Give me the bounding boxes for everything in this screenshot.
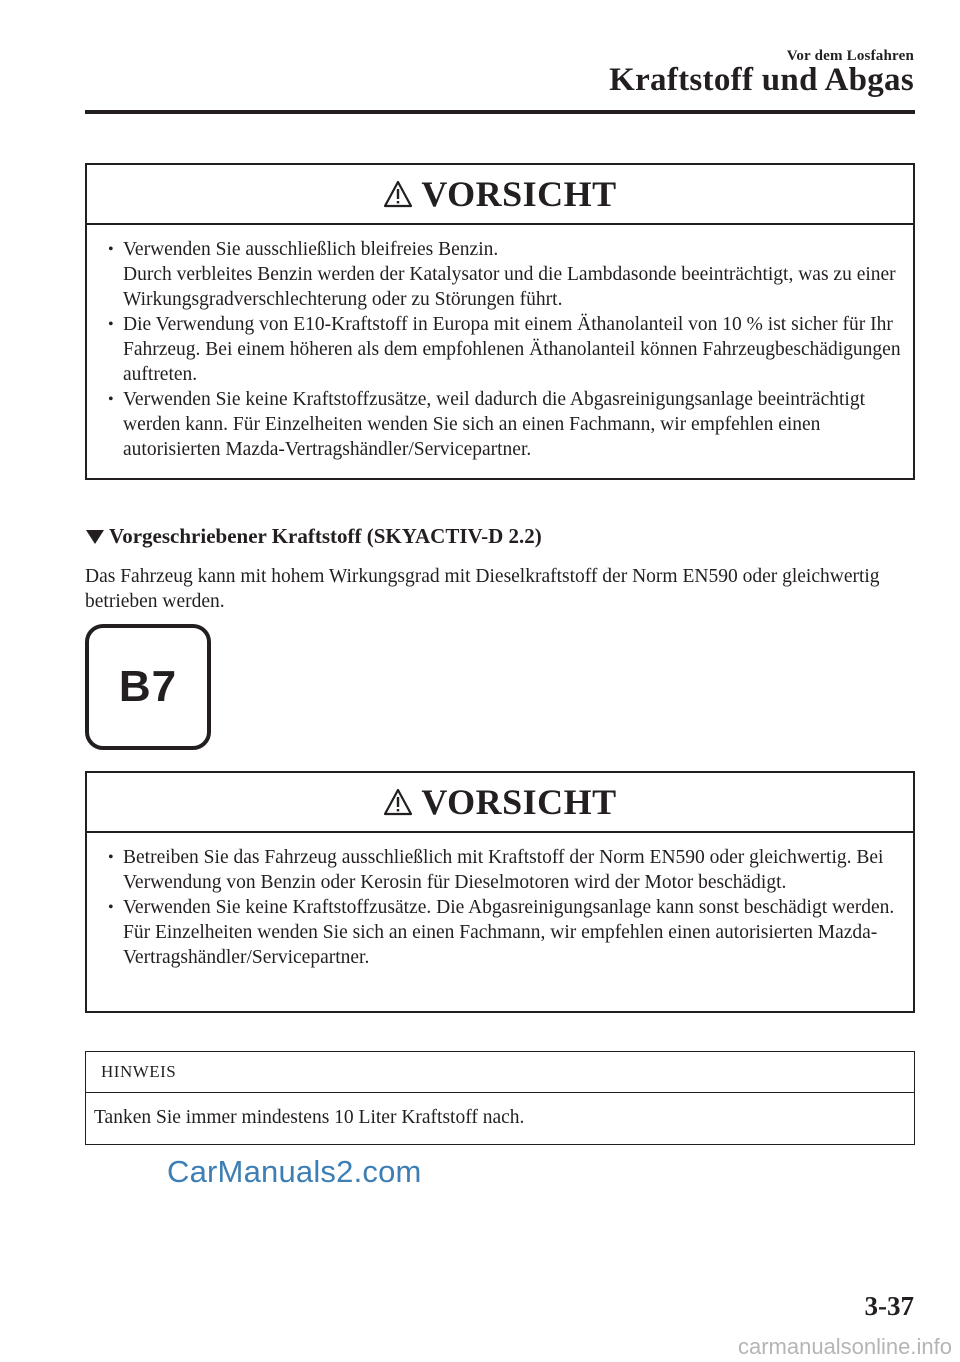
header-kicker: Vor dem Losfahren xyxy=(786,48,914,64)
bullet-icon: • xyxy=(108,241,114,258)
caution-item xyxy=(108,845,903,895)
watermark: CarManuals2.com xyxy=(167,1154,422,1189)
warning-triangle-icon xyxy=(383,180,413,208)
caution-box-2 xyxy=(85,771,915,1013)
caution-item-text: Durch verbleites Benzin werden der Katalysator und die Lambdasonde beeinträchtigt, was zu einer Wirkungsgradverschlechterung oder zu Störungen führt. xyxy=(123,264,896,310)
caution-item xyxy=(108,895,903,970)
caution-item-text: Betreiben Sie das Fahrzeug ausschließlich mit Kraftstoff der Norm EN590 oder gleichwertig. Bei Verwendung von Benzin oder Kerosin für Dieselmotoren wird der Motor beschädigt. xyxy=(123,847,884,893)
bullet-icon: • xyxy=(108,899,114,916)
bullet-icon: • xyxy=(108,316,114,333)
section-paragraph: Das Fahrzeug kann mit hohem Wirkungsgrad mit Dieselkraftstoff der Norm EN590 oder gleichwertig betrieben werden. xyxy=(85,566,880,612)
caution-item-text: Verwenden Sie keine Kraftstoffzusätze. Die Abgasreinigungsanlage kann sonst beschädigt werden. Für Einzelheiten wenden Sie sich an einen Fachmann, wir empfehlen einen autorisierten Mazda-Vertragshändler/Servicepartner. xyxy=(123,897,895,968)
note-text: Tanken Sie immer mindestens 10 Liter Kraftstoff nach. xyxy=(94,1107,525,1128)
caution-item-text: Die Verwendung von E10-Kraftstoff in Europa mit einem Äthanolanteil von 10 % ist sicher für Ihr Fahrzeug. Bei einem höheren als dem empfohlenen Äthanolanteil können Fahrzeugbeschädigungen auftreten. xyxy=(123,314,901,385)
caution-item xyxy=(108,312,903,387)
note-title: HINWEIS xyxy=(86,1052,914,1093)
caution-item xyxy=(108,387,903,462)
page-number: 3-37 xyxy=(864,1291,914,1321)
caution-title: VORSICHT xyxy=(421,782,617,822)
fuel-badge xyxy=(85,624,211,750)
caution-item xyxy=(108,237,903,312)
caution-box-1 xyxy=(85,163,915,480)
caution-title: VORSICHT xyxy=(421,174,617,214)
section-heading-text: Vorgeschriebener Kraftstoff (SKYACTIV-D 2.2) xyxy=(109,524,542,548)
fuel-badge-label: B7 xyxy=(118,662,178,711)
triangle-down-icon xyxy=(85,529,105,545)
section-heading xyxy=(85,524,542,549)
caution-header xyxy=(87,773,913,833)
footer-watermark: carmanualsonline.info xyxy=(737,1334,952,1359)
caution-body xyxy=(87,833,913,984)
caution-body xyxy=(87,225,913,476)
header-rule xyxy=(85,110,915,114)
page-title: Kraftstoff und Abgas xyxy=(609,62,914,98)
warning-triangle-icon xyxy=(383,788,413,816)
note-box xyxy=(85,1051,915,1145)
caution-item-text: Verwenden Sie ausschließlich bleifreies Benzin. xyxy=(123,239,499,260)
bullet-icon: • xyxy=(108,391,114,408)
caution-header xyxy=(87,165,913,225)
bullet-icon: • xyxy=(108,849,114,866)
caution-item-text: Verwenden Sie keine Kraftstoffzusätze, weil dadurch die Abgasreinigungsanlage beeinträchtigt werden kann. Für Einzelheiten wenden Sie sich an einen Fachmann, wir empfehlen einen autorisierten Mazda-Vertragshändler/Servicepartner. xyxy=(123,389,865,460)
